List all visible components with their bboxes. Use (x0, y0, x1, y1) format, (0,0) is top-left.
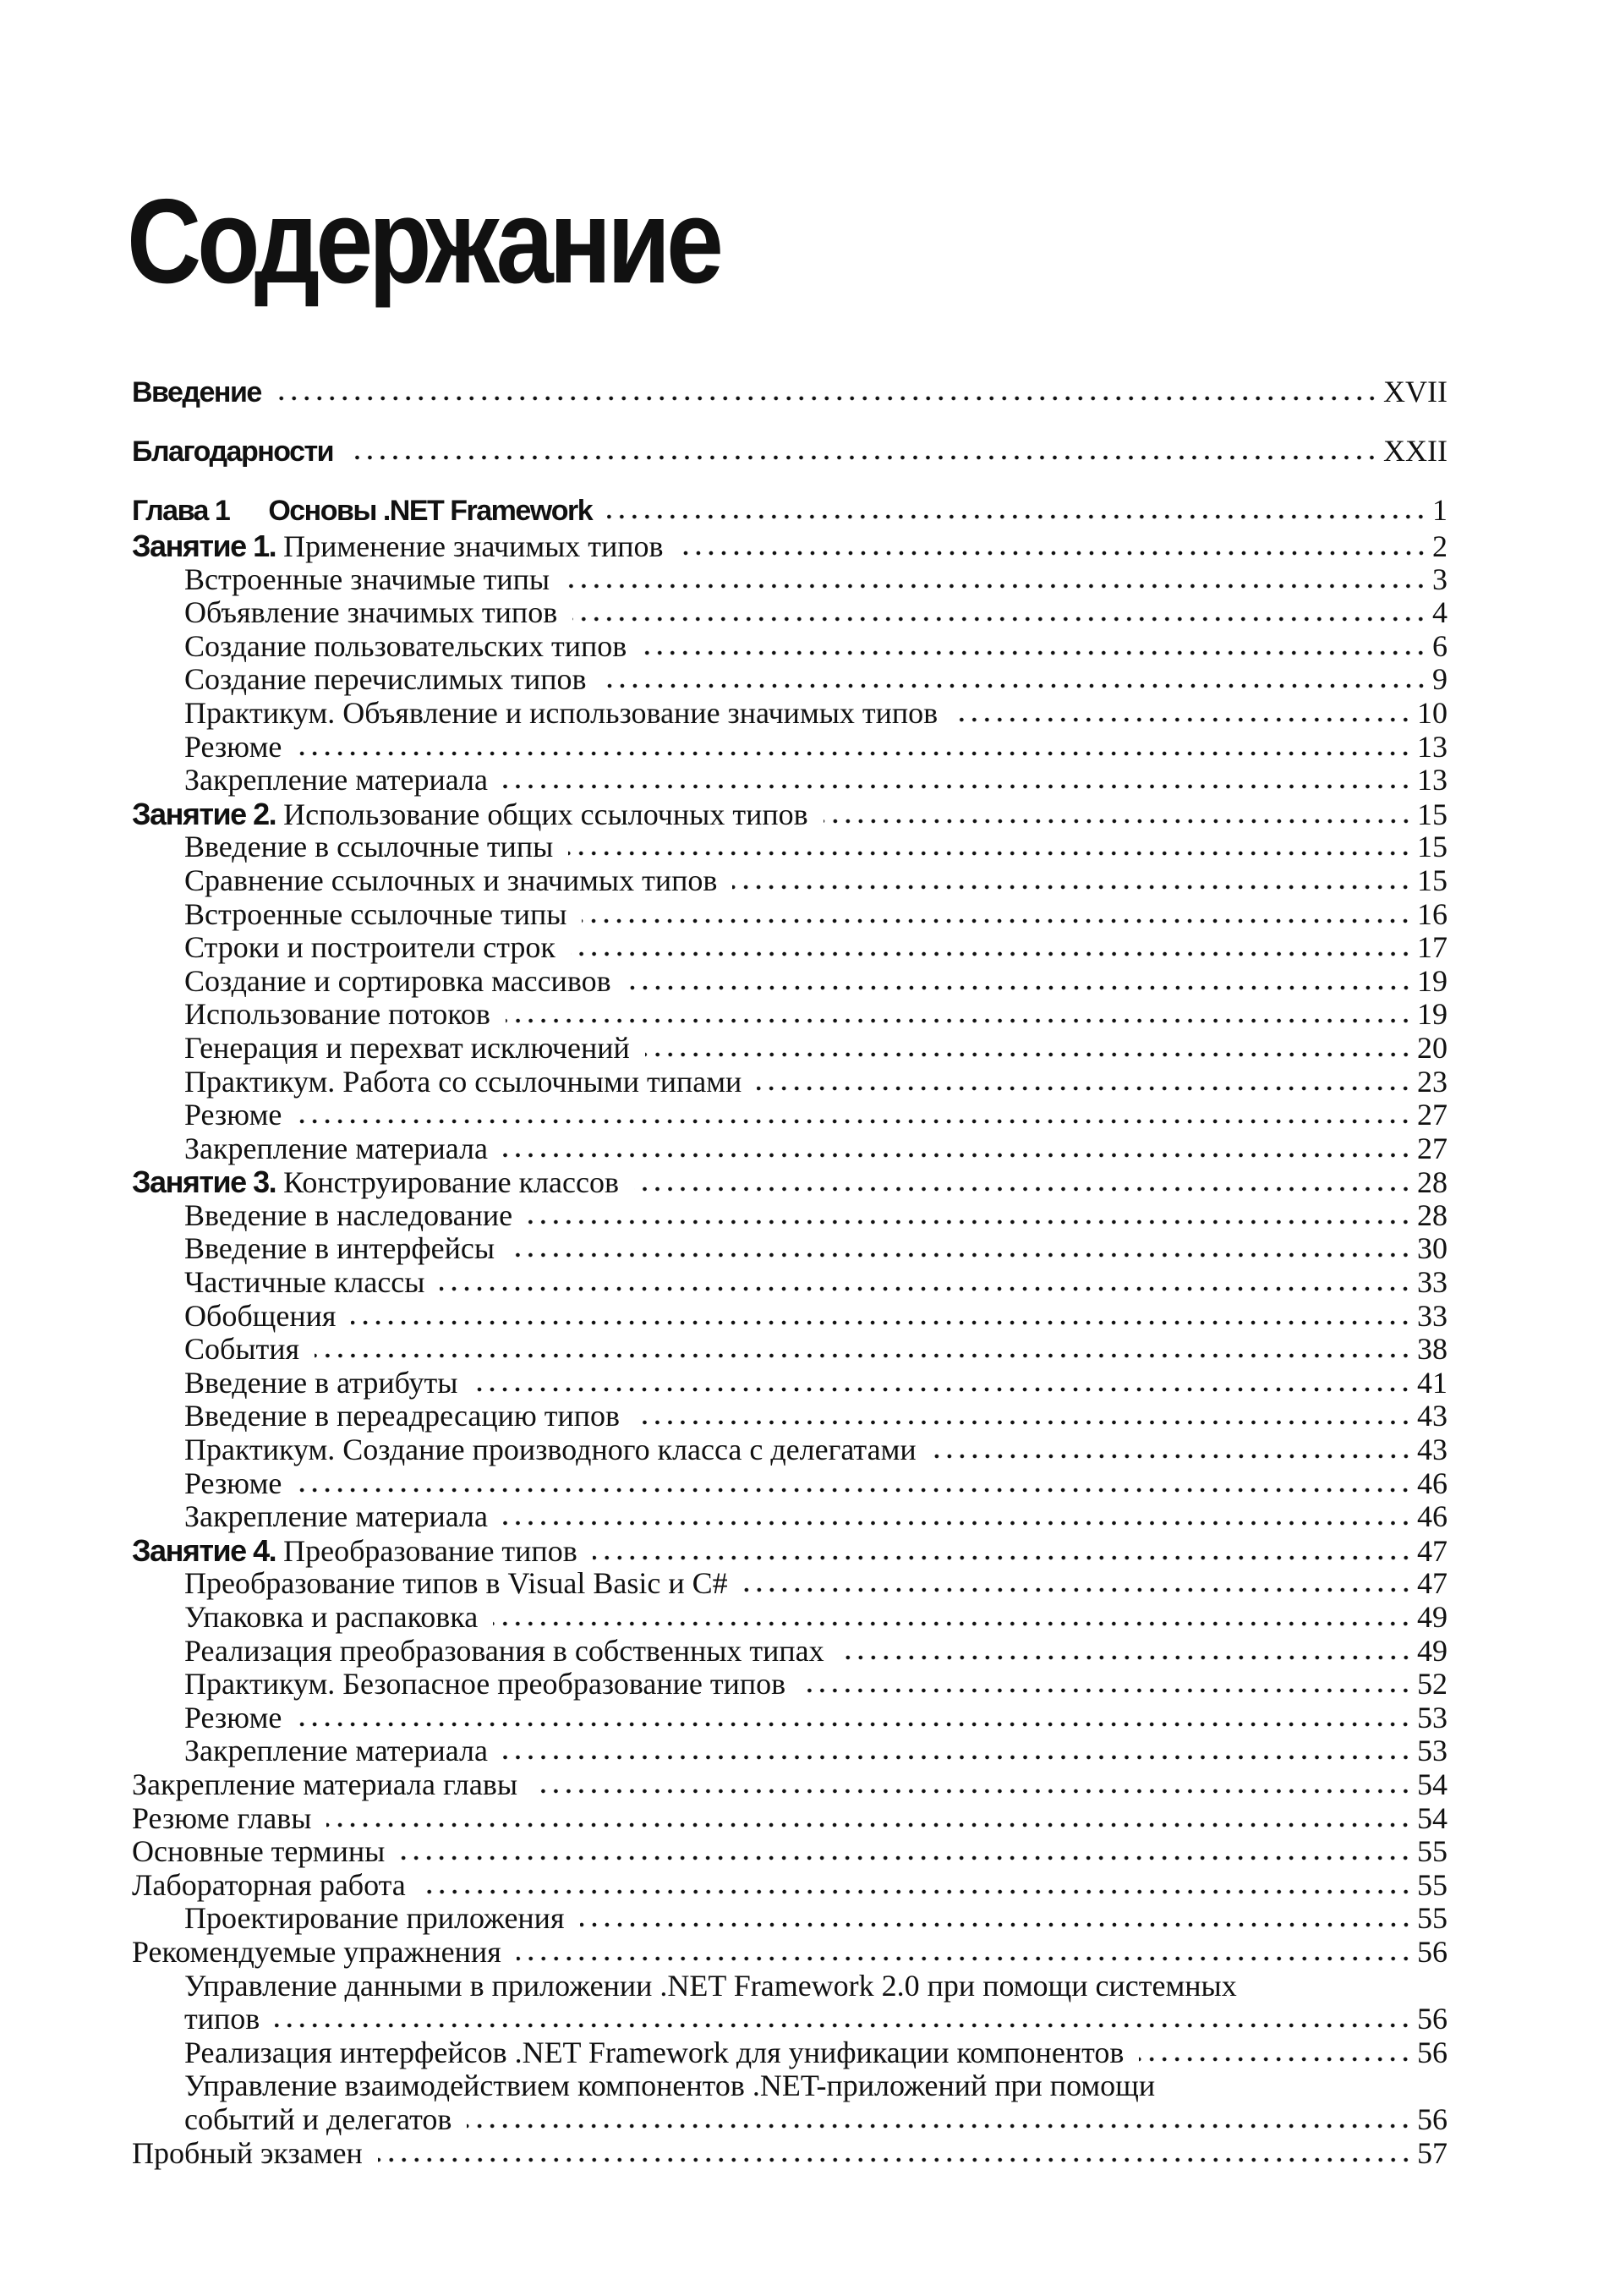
entry-title: Практикум. Создание производного класса с делегатами (184, 1433, 917, 1467)
entry-page: 56 (1417, 1934, 1448, 1969)
entry-page: 56 (1417, 2035, 1448, 2069)
toc-entry[interactable] (132, 1970, 1448, 2003)
toc-entry[interactable] (132, 965, 1448, 999)
entry-title: Встроенные значимые типы (184, 562, 550, 596)
entry-title: Введение в атрибуты (184, 1365, 458, 1400)
dot-leader (932, 1453, 1412, 1460)
toc-entry[interactable] (132, 898, 1448, 932)
entry-title: Лабораторная работа (132, 1867, 406, 1902)
entry-label (184, 764, 488, 797)
entry-label (184, 1300, 336, 1334)
dot-leader (473, 1386, 1412, 1393)
entry-label (132, 1768, 517, 1802)
entry-page: 54 (1417, 1800, 1448, 1835)
dot-leader (607, 513, 1427, 520)
entry-title: Генерация и перехват исключений (184, 1030, 630, 1065)
toc-entry[interactable] (132, 1032, 1448, 1066)
toc-entry[interactable] (132, 931, 1448, 965)
dot-leader (510, 1252, 1412, 1258)
entry-label (184, 2036, 1124, 2070)
entry-title: Реализация преобразования в собственных типах (184, 1633, 824, 1668)
entry-page: 46 (1417, 1499, 1448, 1534)
entry-label (184, 1266, 424, 1300)
entry-label (184, 1601, 478, 1635)
toc-entry[interactable] (132, 1232, 1448, 1266)
entry-label (184, 1132, 488, 1166)
entry-title: Применение значимых типов (283, 529, 664, 563)
entry-label (184, 596, 557, 630)
dot-leader (645, 1051, 1412, 1058)
toc-entry[interactable] (132, 630, 1448, 664)
entry-title: Практикум. Работа со ссылочными типами (184, 1064, 742, 1099)
entry-page: 3 (1432, 562, 1448, 596)
entry-page: 57 (1417, 2135, 1448, 2170)
toc-entry[interactable] (132, 1902, 1448, 1936)
entry-title: Резюме главы (132, 1800, 312, 1835)
entry-label (184, 563, 550, 597)
dot-leader (348, 454, 1378, 461)
entry-label (184, 931, 555, 965)
toc-entry[interactable] (132, 1734, 1448, 1768)
toc-entry[interactable] (132, 596, 1448, 630)
toc-entry[interactable] (132, 1400, 1448, 1433)
dot-leader (493, 1620, 1412, 1627)
toc-entry[interactable] (132, 1635, 1448, 1669)
entry-page: 15 (1417, 863, 1448, 897)
dot-leader (506, 1017, 1412, 1024)
entry-page: 49 (1417, 1633, 1448, 1668)
dot-leader (326, 1822, 1412, 1828)
dot-leader (824, 818, 1412, 825)
entry-label (184, 898, 566, 932)
dot-leader (315, 1352, 1412, 1359)
entry-page: 16 (1417, 896, 1448, 931)
toc-entry[interactable] (132, 1500, 1448, 1534)
toc-entry[interactable] (132, 1099, 1448, 1132)
entry-label (132, 1534, 577, 1569)
entry-page: 9 (1432, 662, 1448, 697)
entry-page: 52 (1417, 1667, 1448, 1701)
toc-entry[interactable] (132, 663, 1448, 697)
entry-title: Использование общих ссылочных типов (283, 797, 808, 831)
dot-leader (568, 850, 1412, 857)
entry-title: Введение в ссылочные типы (184, 830, 554, 864)
entry-label (184, 1500, 488, 1534)
toc-entry[interactable] (132, 1534, 1448, 1568)
dot-leader (297, 1487, 1412, 1493)
entry-label (184, 830, 553, 864)
toc-entry-acknowledgements[interactable] (132, 421, 1448, 480)
toc-front-matter (132, 362, 1448, 540)
entry-page: 55 (1417, 1834, 1448, 1869)
entry-page: 38 (1417, 1332, 1448, 1367)
entry-title: Основные термины (132, 1834, 386, 1869)
dot-leader (351, 1319, 1412, 1326)
dot-leader (503, 1754, 1412, 1761)
entry-title: Создание перечислимых типов (184, 662, 587, 697)
entry-label (132, 1835, 385, 1869)
entry-page: 17 (1417, 930, 1448, 965)
toc-entry[interactable] (132, 1199, 1448, 1233)
lesson-number: Занятие 4. (132, 1532, 276, 1568)
dot-leader (440, 1285, 1412, 1292)
chapter-number: Глава 1 (132, 495, 230, 527)
entry-page: 54 (1417, 1767, 1448, 1801)
entry-label (184, 1032, 630, 1066)
dot-leader (679, 550, 1427, 556)
entry-label (132, 1936, 501, 1970)
entry-label (132, 529, 664, 564)
entry-label (184, 1734, 488, 1768)
lesson-number: Занятие 1. (132, 529, 276, 563)
toc-entry[interactable] (132, 764, 1448, 797)
entry-page: 13 (1417, 729, 1448, 764)
entry-title: События (184, 1332, 300, 1367)
entry-page: 19 (1417, 997, 1448, 1032)
dot-leader (801, 1687, 1412, 1694)
toc-entry[interactable] (132, 1132, 1448, 1166)
entry-label (184, 1902, 565, 1936)
entry-label (184, 1433, 917, 1467)
entry-title: Практикум. Безопасное преобразование типов (184, 1667, 786, 1701)
entry-title: Обобщения (184, 1298, 337, 1333)
entry-page: 53 (1417, 1700, 1448, 1734)
entry-page: 55 (1417, 1867, 1448, 1902)
dot-leader (953, 716, 1412, 723)
toc-entry-introduction[interactable] (132, 362, 1448, 421)
entry-title: Резюме (184, 1466, 282, 1500)
entry-page: 43 (1417, 1399, 1448, 1433)
entry-label (184, 1066, 742, 1099)
entry-title: Закрепление материала главы (132, 1767, 518, 1801)
dot-leader (533, 1788, 1412, 1795)
entry-label (184, 1400, 620, 1433)
entry-label (184, 2069, 1155, 2103)
entry-label (184, 1099, 282, 1132)
entry-label (184, 1567, 728, 1601)
entry-page: 1 (1432, 493, 1448, 527)
entry-label (184, 1333, 299, 1367)
entry-label (184, 998, 490, 1032)
entry-label: Введение (132, 376, 261, 408)
entry-label (184, 1467, 282, 1501)
dot-leader (400, 1855, 1412, 1861)
toc-entry[interactable] (132, 1768, 1448, 1802)
toc-entry[interactable] (132, 998, 1448, 1032)
entry-title: Рекомендуемые упражнения (132, 1934, 501, 1969)
toc-entry[interactable] (132, 1835, 1448, 1869)
entry-title: Пробный экзамен (132, 2135, 363, 2170)
entry-title: Практикум. Объявление и использование значимых типов (184, 695, 939, 730)
entry-page: 27 (1417, 1131, 1448, 1165)
entry-title: Управление данными в приложении .NET Framework 2.0 при помощи системных (184, 1968, 1237, 2003)
entry-label (184, 1701, 282, 1735)
entry-title: Резюме (184, 1098, 282, 1132)
entry-title: Преобразование типов (283, 1533, 577, 1568)
entry-title: Закрепление материала (184, 1499, 488, 1534)
toc-entry-continuation[interactable] (132, 2003, 1448, 2036)
toc-entry[interactable] (132, 1601, 1448, 1635)
entry-page: 41 (1417, 1365, 1448, 1400)
toc-entry[interactable] (132, 1066, 1448, 1099)
entry-label (132, 797, 808, 832)
dot-leader (580, 1921, 1412, 1928)
toc-entry[interactable] (132, 563, 1448, 597)
toc-entry[interactable] (132, 864, 1448, 898)
dot-leader (602, 682, 1427, 689)
dot-leader (743, 1586, 1412, 1593)
dot-leader (642, 649, 1427, 656)
entry-page: 15 (1417, 830, 1448, 864)
entry-label (184, 1199, 512, 1233)
toc-entry[interactable] (132, 1701, 1448, 1735)
entry-page: 47 (1417, 1566, 1448, 1601)
dot-leader (517, 1955, 1412, 1962)
entry-title: Реализация интерфейсов .NET Framework для унификации компонентов (184, 2035, 1125, 2069)
dot-leader (528, 1219, 1412, 1225)
entry-page: 23 (1417, 1064, 1448, 1099)
entry-page: 47 (1417, 1533, 1448, 1568)
entry-label (184, 965, 611, 999)
entry-title: Создание пользовательских типов (184, 628, 627, 663)
entry-label (184, 663, 587, 697)
entry-page: 28 (1417, 1165, 1448, 1200)
entry-title-continued: типов (184, 2002, 260, 2036)
dot-leader (593, 1554, 1412, 1561)
entry-label (184, 630, 627, 664)
entry-title: Преобразование типов в Visual Basic и C# (184, 1566, 728, 1601)
toc-entry[interactable] (132, 697, 1448, 731)
entry-title: Использование потоков (184, 997, 490, 1032)
entry-page: 10 (1417, 695, 1448, 730)
toc-entry[interactable] (132, 2069, 1448, 2103)
toc-entry[interactable] (132, 1165, 1448, 1199)
entry-title: Введение в интерфейсы (184, 1231, 495, 1266)
entry-label (184, 1970, 1237, 2003)
dot-leader (634, 1186, 1412, 1192)
entry-title: Управление взаимодействием компонентов .NET-приложений при помощи (184, 2069, 1156, 2103)
entry-label (184, 697, 938, 731)
toc-entry[interactable] (132, 2036, 1448, 2070)
entry-page: 55 (1417, 1901, 1448, 1936)
dot-leader (276, 395, 1378, 402)
dot-leader (627, 984, 1412, 991)
entry-title: Встроенные ссылочные типы (184, 896, 567, 931)
entry-title: Проектирование приложения (184, 1901, 565, 1936)
entry-label (132, 2137, 363, 2171)
toc-entries (132, 529, 1448, 2170)
entry-page: 49 (1417, 1600, 1448, 1634)
entry-label: Благодарности (132, 436, 334, 468)
toc-entry[interactable] (132, 1668, 1448, 1701)
entry-title: Создание и сортировка массивов (184, 963, 611, 998)
dot-leader (1139, 2056, 1412, 2063)
entry-page: 28 (1417, 1197, 1448, 1232)
chapter-title: Основы .NET Framework (268, 495, 593, 527)
dot-leader (421, 1888, 1412, 1895)
entry-label (184, 731, 282, 764)
toc-entry[interactable] (132, 1333, 1448, 1367)
toc-entry[interactable] (132, 1869, 1448, 1903)
entry-title: Резюме (184, 1700, 282, 1734)
entry-page: 27 (1417, 1098, 1448, 1132)
dot-leader (503, 1152, 1412, 1159)
entry-title-continued: событий и делегатов (184, 2101, 452, 2136)
toc-entry[interactable] (132, 1567, 1448, 1601)
toc-entry[interactable] (132, 830, 1448, 864)
entry-page: XVII (1383, 375, 1448, 408)
dot-leader (635, 1419, 1412, 1426)
entry-page: 53 (1417, 1734, 1448, 1768)
entry-title: Частичные классы (184, 1265, 425, 1300)
entry-title: Закрепление материала (184, 763, 488, 797)
dot-leader (757, 1085, 1412, 1092)
entry-title: Закрепление материала (184, 1734, 488, 1768)
page-title: Содержание (127, 174, 720, 309)
entry-page: 20 (1417, 1030, 1448, 1065)
dot-leader (297, 1118, 1412, 1125)
dot-leader (565, 583, 1427, 589)
dot-leader (297, 750, 1412, 757)
entry-label (184, 1668, 785, 1701)
lesson-number: Занятие 2. (132, 796, 276, 831)
entry-title: Введение в наследование (184, 1197, 513, 1232)
dot-leader (378, 2156, 1412, 2163)
toc-entry-continuation[interactable] (132, 2103, 1448, 2137)
entry-label (132, 1802, 311, 1836)
toc-entry[interactable] (132, 1467, 1448, 1501)
entry-page: 4 (1432, 595, 1448, 630)
entry-label (184, 1232, 495, 1266)
dot-leader (840, 1654, 1412, 1661)
dot-leader (503, 783, 1412, 790)
entry-page: 33 (1417, 1298, 1448, 1333)
dot-leader (297, 1721, 1412, 1728)
lesson-number: Занятие 3. (132, 1164, 276, 1200)
toc-entry[interactable] (132, 1802, 1448, 1836)
dot-leader (732, 884, 1412, 890)
dot-leader (572, 616, 1427, 622)
toc-entry[interactable] (132, 2137, 1448, 2171)
dot-leader (467, 2123, 1412, 2129)
entry-page: 13 (1417, 763, 1448, 797)
entry-page: 2 (1432, 529, 1448, 563)
entry-title: Конструирование классов (283, 1165, 619, 1200)
entry-title: Закрепление материала (184, 1131, 488, 1165)
entry-page: 33 (1417, 1265, 1448, 1300)
toc-entry[interactable] (132, 1300, 1448, 1334)
entry-page: 56 (1417, 2002, 1448, 2036)
entry-label (184, 1367, 457, 1400)
entry-title: Сравнение ссылочных и значимых типов (184, 863, 718, 897)
dot-leader (503, 1520, 1412, 1526)
entry-title: Строки и построители строк (184, 930, 555, 965)
entry-label (132, 1869, 406, 1903)
entry-page: 43 (1417, 1433, 1448, 1467)
toc-entry[interactable] (132, 1266, 1448, 1300)
entry-label (184, 864, 717, 898)
dot-leader (582, 918, 1412, 924)
entry-page: 30 (1417, 1231, 1448, 1266)
entry-page: 15 (1417, 797, 1448, 831)
entry-label (132, 1165, 619, 1200)
entry-page: 56 (1417, 2101, 1448, 2136)
dot-leader (275, 2022, 1412, 2029)
toc-entry[interactable] (132, 1367, 1448, 1400)
entry-label (184, 1635, 824, 1669)
toc-entry[interactable] (132, 731, 1448, 764)
toc-entry[interactable] (132, 1433, 1448, 1467)
entry-title: Объявление значимых типов (184, 595, 558, 630)
entry-title: Резюме (184, 729, 282, 764)
entry-page: 6 (1432, 628, 1448, 663)
entry-title: Введение в переадресацию типов (184, 1399, 621, 1433)
entry-page: 19 (1417, 963, 1448, 998)
toc-entry[interactable] (132, 797, 1448, 831)
toc-entry[interactable] (132, 1936, 1448, 1970)
entry-page: XXII (1383, 434, 1448, 468)
toc-entry[interactable] (132, 529, 1448, 563)
entry-title: Упаковка и распаковка (184, 1600, 479, 1634)
dot-leader (571, 951, 1412, 957)
entry-page: 46 (1417, 1466, 1448, 1500)
